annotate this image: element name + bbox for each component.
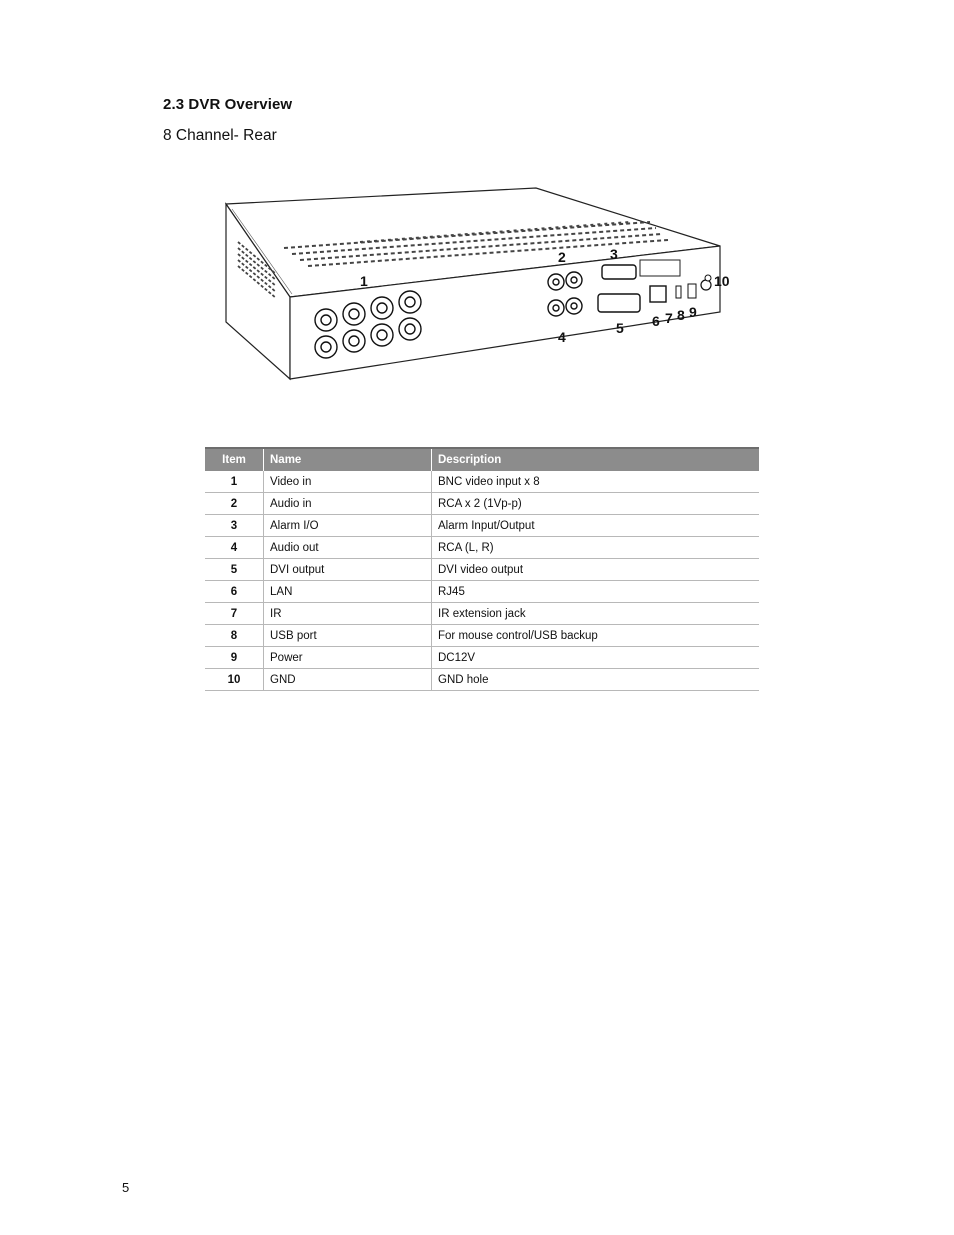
- table-row: [205, 515, 759, 537]
- item-cell: 7: [205, 603, 264, 625]
- callout-6: 6: [652, 313, 660, 329]
- callout-4: 4: [558, 329, 566, 345]
- name-cell: Power: [264, 647, 432, 669]
- section-subheading: 8 Channel- Rear: [163, 127, 277, 144]
- table-row: [205, 669, 759, 691]
- usb-port: [688, 284, 696, 298]
- name-cell: Audio out: [264, 537, 432, 559]
- name-cell: GND: [264, 669, 432, 691]
- section-heading: 2.3 DVR Overview: [163, 96, 293, 113]
- description-cell: DC12V: [432, 647, 760, 669]
- description-cell: Alarm Input/Output: [432, 515, 760, 537]
- callout-3: 3: [610, 246, 618, 262]
- description-cell: DVI video output: [432, 559, 760, 581]
- page-number: 5: [122, 1180, 130, 1195]
- header-name: Name: [264, 448, 432, 471]
- dvr-rear-illustration: [220, 182, 740, 387]
- callout-7: 7: [665, 310, 673, 326]
- dvi-port: [598, 294, 640, 312]
- item-cell: 2: [205, 493, 264, 515]
- name-cell: Alarm I/O: [264, 515, 432, 537]
- name-cell: LAN: [264, 581, 432, 603]
- description-cell: RJ45: [432, 581, 760, 603]
- description-cell: For mouse control/USB backup: [432, 625, 760, 647]
- description-cell: GND hole: [432, 669, 760, 691]
- item-cell: 9: [205, 647, 264, 669]
- name-cell: USB port: [264, 625, 432, 647]
- table-row: [205, 559, 759, 581]
- gnd-hole: [705, 275, 711, 281]
- header-description: Description: [432, 448, 760, 471]
- table-row: [205, 647, 759, 669]
- callout-10: 10: [714, 273, 730, 289]
- item-cell: 1: [205, 471, 264, 493]
- table-row: [205, 537, 759, 559]
- name-cell: Audio in: [264, 493, 432, 515]
- item-cell: 6: [205, 581, 264, 603]
- table-header-row: [205, 448, 759, 471]
- callout-5: 5: [616, 320, 624, 336]
- item-cell: 4: [205, 537, 264, 559]
- callout-1: 1: [360, 273, 368, 289]
- table-row: [205, 625, 759, 647]
- callout-8: 8: [677, 307, 685, 323]
- description-cell: BNC video input x 8: [432, 471, 760, 493]
- item-cell: 5: [205, 559, 264, 581]
- header-item: Item: [205, 448, 264, 471]
- ir-jack: [676, 286, 681, 298]
- item-cell: 8: [205, 625, 264, 647]
- callout-9: 9: [689, 304, 697, 320]
- table-row: [205, 581, 759, 603]
- description-cell: IR extension jack: [432, 603, 760, 625]
- alarm-port: [602, 265, 636, 279]
- name-cell: Video in: [264, 471, 432, 493]
- lan-port: [650, 286, 666, 302]
- item-cell: 3: [205, 515, 264, 537]
- table-row: [205, 603, 759, 625]
- power-jack: [701, 280, 711, 290]
- dvr-rear-drawing: [220, 182, 740, 387]
- connector-spec-table: [205, 447, 759, 691]
- callout-2: 2: [558, 249, 566, 265]
- name-cell: DVI output: [264, 559, 432, 581]
- description-cell: RCA (L, R): [432, 537, 760, 559]
- item-cell: 10: [205, 669, 264, 691]
- io-panel: [640, 260, 680, 276]
- table-row: [205, 493, 759, 515]
- table-row: [205, 471, 759, 493]
- table-body: [205, 471, 759, 691]
- description-cell: RCA x 2 (1Vp-p): [432, 493, 760, 515]
- name-cell: IR: [264, 603, 432, 625]
